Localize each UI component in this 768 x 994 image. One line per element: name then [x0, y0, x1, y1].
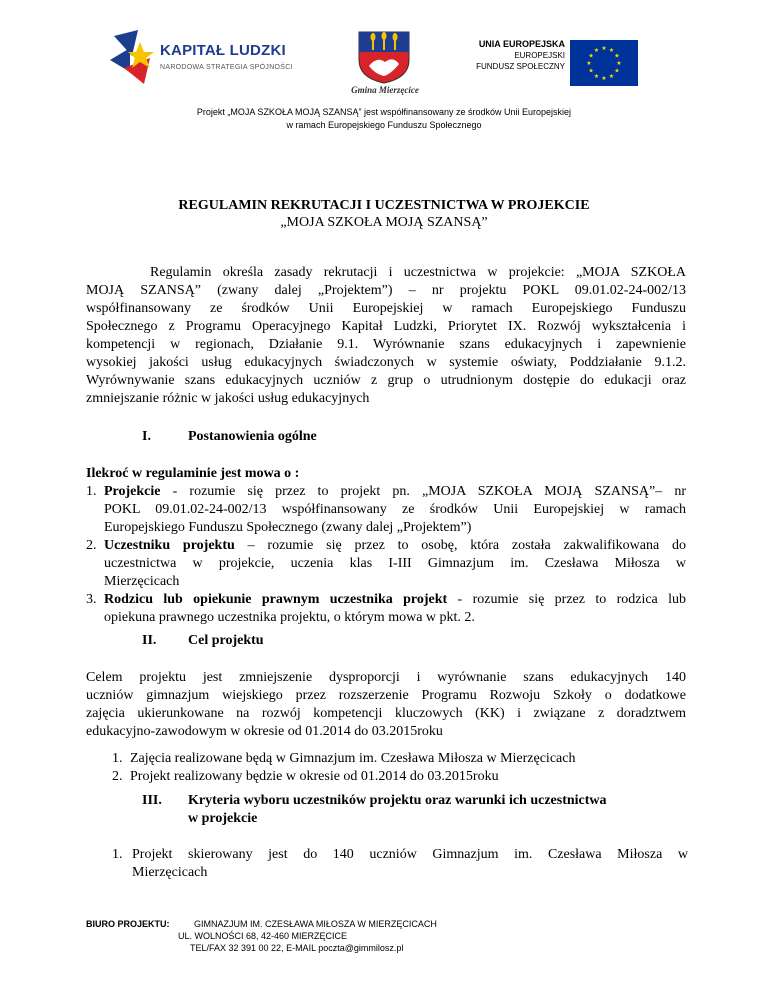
footer-address-line: UL. WOLNOŚCI 68, 42-460 MIERZĘCICE — [178, 931, 348, 941]
eu-star-icon: ★ — [608, 73, 615, 80]
document-subtitle: „MOJA SZKOŁA MOJĄ SZANSĄ” — [280, 215, 488, 230]
gmina-crest-icon — [355, 30, 413, 84]
intro-paragraph — [86, 264, 686, 408]
intro-line: współfinansowany ze środków Unii Europejskiej w ramach Europejskiego Funduszu — [86, 301, 686, 316]
item-term: Projekcie — [104, 484, 161, 499]
item-text: Mierzęcicach — [132, 865, 208, 880]
section1-lead: Ilekroć w regulaminie jest mowa o : — [86, 466, 300, 481]
intro-line: Regulamin określa zasady rekrutacji i uczestnictwa w projekcie: „MOJA SZKOŁA — [150, 265, 686, 280]
section1-title: Postanowienia ogólne — [188, 429, 317, 444]
item-term: Uczestniku projektu — [104, 538, 235, 553]
eu-flag-icon — [570, 40, 638, 86]
section3-title-cont: w projekcie — [188, 811, 258, 826]
intro-line: Wyrównywanie szans edukacyjnych uczniów z grup o utrudnionym dostępie do edukacji oraz — [86, 373, 686, 388]
project-cofinancing-line1: Projekt „MOJA SZKOŁA MOJĄ SZANSĄ” jest współfinansowany ze środków Unii Europejskiej — [196, 107, 572, 117]
item-text: – rozumie się przez to osobę, która została zakwalifikowana do — [234, 538, 686, 553]
footer-address-line: GIMNAZJUM IM. CZESŁAWA MIŁOSZA W MIERZĘCICACH — [194, 919, 437, 929]
eu-star-icon: ★ — [608, 48, 615, 55]
section2-paragraph — [86, 669, 686, 741]
item-number: 1. — [112, 847, 123, 862]
eu-line1: UNIA EUROPEJSKA — [478, 39, 565, 49]
document-title: REGULAMIN REKRUTACJI I UCZESTNICTWA W PROJEKCIE — [178, 198, 590, 213]
kapital-ludzki-icon — [110, 30, 156, 84]
item-text: - rozumie się przez to projekt pn. „MOJA SZKOŁA MOJĄ SZANSĄ”– nr — [160, 484, 686, 499]
eu-star-icon: ★ — [588, 68, 594, 75]
eu-star-icon: ★ — [616, 61, 622, 67]
eu-line3: FUNDUSZ SPOŁECZNY — [476, 62, 565, 71]
item-number: 3. — [86, 592, 97, 607]
intro-line: kompetencji w regionach, Działanie 9.1. Wyrównanie szans edukacyjnych i zapewnienie — [86, 337, 686, 352]
section2-line: zajęcia ukierunkowane na rozwój kompetencji kluczowych (KK) i związane z doradztwem — [86, 706, 686, 721]
section2-line: Celem projektu jest zmniejszenie dysproporcji i wyrównanie szans edukacyjnych 140 — [86, 670, 686, 685]
intro-line: zmniejszanie różnic w jakości usług edukacyjnych — [86, 391, 370, 406]
eu-logo — [455, 38, 645, 93]
eu-star-icon: ★ — [593, 73, 600, 80]
project-cofinancing-line2: w ramach Europejskiego Funduszu Społecznego — [286, 120, 482, 130]
item-number: 2. — [86, 538, 97, 553]
kapital-ludzki-title: KAPITAŁ LUDZKI — [160, 42, 286, 59]
item-text: POKL 09.01.02-24-002/13 współfinansowany ze środków Unii Europejskiej w ramach — [104, 502, 686, 517]
item-text: Projekt skierowany jest do 140 uczniów Gimnazjum im. Czesława Miłosza w — [132, 847, 688, 862]
eu-star-icon: ★ — [614, 68, 620, 75]
kapital-ludzki-subtitle: NARODOWA STRATEGIA SPÓJNOŚCI — [160, 64, 293, 71]
eu-star-icon: ★ — [588, 53, 594, 60]
section2-number: II. — [142, 633, 157, 648]
eu-star-icon: ★ — [601, 76, 607, 82]
section1-number: I. — [142, 429, 151, 444]
gmina-name: Gmina Mierzęcice — [351, 85, 419, 95]
item-text: Projekt realizowany będzie w okresie od 01.2014 do 03.2015roku — [130, 769, 499, 784]
intro-line: MOJĄ SZANSĄ” (zwany dalej „Projektem”) – nr projektu POKL 09.01.02-24-002/13 — [86, 283, 686, 298]
item-text: opiekuna prawnego uczestnika projektu, o którym mowa w pkt. 2. — [104, 610, 475, 625]
item-text: Europejskiego Funduszu Społecznego (zwany dalej „Projektem”) — [104, 520, 472, 535]
section2-item — [112, 768, 499, 786]
intro-line: wysokiej jakości usług edukacyjnych świadczonych w systemie oświaty, Poddziałanie 9.1.2. — [86, 355, 686, 370]
section3-number: III. — [142, 793, 162, 808]
eu-line2: EUROPEJSKI — [514, 51, 565, 60]
item-text: Mierzęcicach — [104, 574, 180, 589]
kapital-ludzki-logo — [110, 30, 310, 90]
footer-contact-line: TEL/FAX 32 391 00 22, E-MAIL poczta@gimmilosz.pl — [190, 943, 404, 953]
item-number: 2. — [112, 769, 123, 784]
intro-line: Społecznego z Programu Operacyjnego Kapitał Ludzki, Priorytet IX. Rozwój wykształcenia i — [86, 319, 686, 334]
section3-title: Kryteria wyboru uczestników projektu oraz warunki ich uczestnictwa — [188, 793, 607, 808]
gmina-logo — [340, 30, 430, 100]
eu-star-icon: ★ — [601, 46, 607, 52]
section2-item — [112, 750, 575, 768]
eu-star-icon: ★ — [586, 61, 592, 67]
item-number: 1. — [86, 484, 97, 499]
item-term: Rodzicu lub opiekunie prawnym uczestnika projekt — [104, 592, 448, 607]
eu-star-icon: ★ — [593, 48, 600, 55]
section2-line: uczniów gimnazjum wiejskiego przez rozszerzenie Programu Rozwoju Szkoły o dodatkowe — [86, 688, 686, 703]
eu-star-icon: ★ — [614, 53, 620, 60]
section2-line: edukacyjno-zawodowym w okresie od 01.2014 do 03.2015roku — [86, 724, 443, 739]
footer-label: BIURO PROJEKTU: — [86, 919, 170, 929]
item-number: 1. — [112, 751, 123, 766]
section2-title: Cel projektu — [188, 633, 264, 648]
item-text: - rozumie się przez to rodzica lub — [447, 592, 687, 607]
item-text: Zajęcia realizowane będą w Gimnazjum im. Czesława Miłosza w Mierzęcicach — [130, 751, 576, 766]
item-text: uczestnictwa w projekcie, uczenia klas I-III Gimnazjum im. Czesława Miłosza w — [104, 556, 686, 571]
